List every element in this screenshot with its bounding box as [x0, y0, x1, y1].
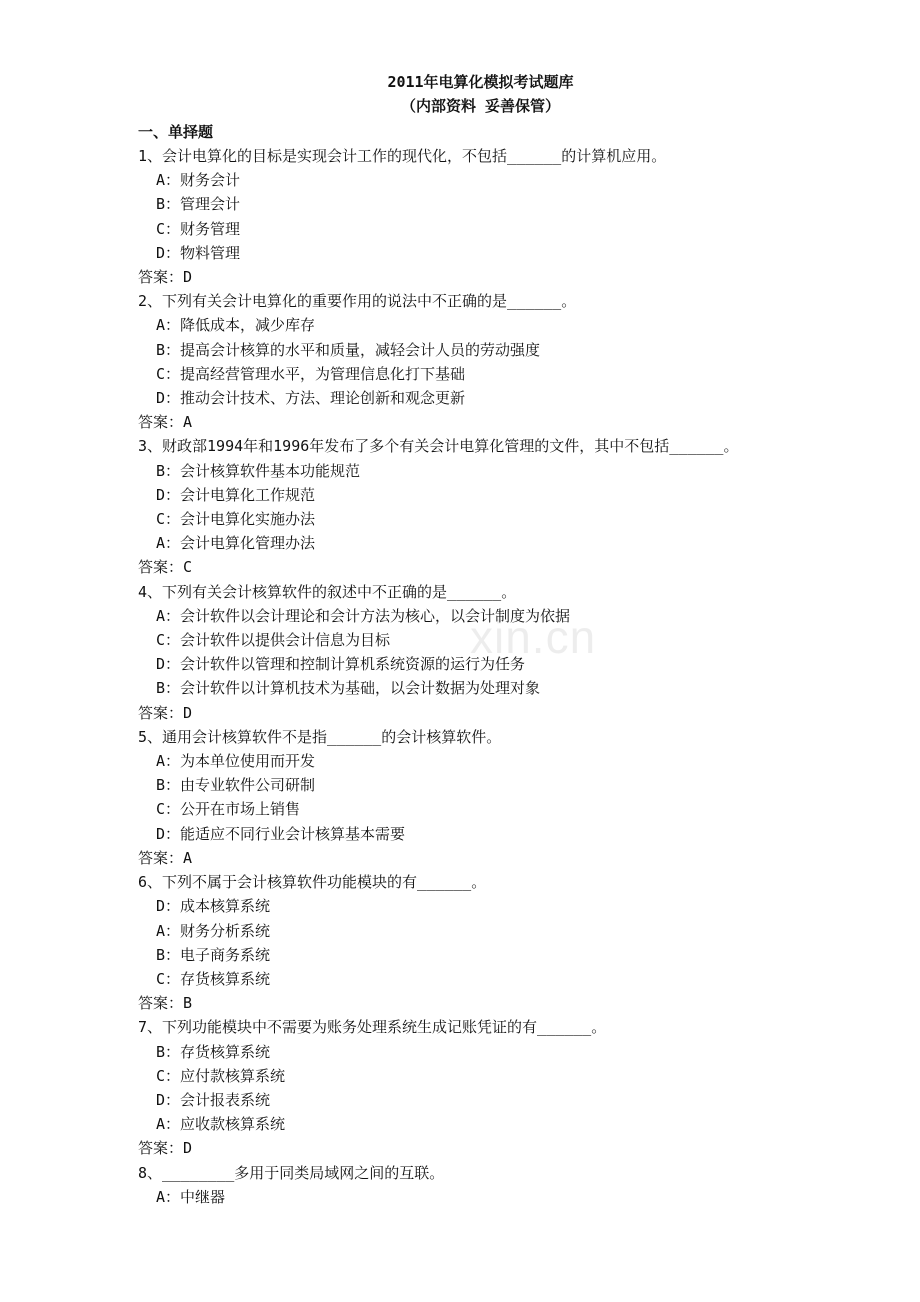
answer-key: 答案：A [138, 413, 193, 432]
answer-option: D：会计软件以管理和控制计算机系统资源的运行为任务 [156, 655, 526, 674]
question-block [138, 144, 778, 289]
answer-option: C：应付款核算系统 [156, 1066, 286, 1085]
answer-option: D：会计电算化工作规范 [156, 485, 316, 504]
answer-option: A：会计软件以会计理论和会计方法为核心，以会计制度为依据 [156, 606, 571, 625]
question-list [138, 144, 778, 1209]
answer-option: D：能适应不同行业会计核算基本需要 [156, 824, 406, 843]
watermark: xin.cn [470, 611, 597, 663]
question-block [138, 870, 778, 1015]
answer-option: B：由专业软件公司研制 [156, 776, 316, 795]
question-block [138, 1015, 778, 1160]
answer-key: 答案：A [138, 848, 193, 867]
answer-key: 答案：D [138, 268, 193, 287]
answer-option: A：应收款核算系统 [156, 1115, 286, 1134]
question-block [138, 434, 778, 579]
answer-key: 答案：D [138, 703, 193, 722]
answer-option: A：降低成本，减少库存 [156, 316, 316, 335]
question-stem: 7、下列功能模块中不需要为账务处理系统生成记账凭证的有______。 [138, 1018, 607, 1037]
answer-option: D：物料管理 [156, 243, 241, 262]
question-stem: 4、下列有关会计核算软件的叙述中不正确的是______。 [138, 582, 517, 601]
answer-option: A：会计电算化管理办法 [156, 534, 316, 553]
question-stem: 1、会计电算化的目标是实现会计工作的现代化，不包括______的计算机应用。 [138, 147, 667, 165]
question-stem: 3、财政部1994年和1996年发布了多个有关会计电算化管理的文件，其中不包括______。 [138, 437, 739, 456]
answer-key: 答案：C [138, 558, 193, 577]
answer-option: A：为本单位使用而开发 [156, 752, 316, 771]
answer-option: C：会计软件以提供会计信息为目标 [156, 631, 391, 650]
answer-option: C：财务管理 [156, 219, 241, 238]
answer-option: A：财务会计 [156, 171, 241, 190]
answer-option: A：中继器 [156, 1187, 226, 1206]
answer-option: B：电子商务系统 [156, 945, 271, 964]
question-stem: 6、下列不属于会计核算软件功能模块的有______。 [138, 873, 487, 892]
answer-option: B：会计核算软件基本功能规范 [156, 461, 361, 480]
answer-option: B：管理会计 [156, 195, 241, 214]
answer-option: C：会计电算化实施办法 [156, 510, 316, 529]
section-heading: 一、单择题 [138, 123, 214, 141]
answer-option: B：会计软件以计算机技术为基础，以会计数据为处理对象 [156, 679, 541, 698]
answer-option: C：存货核算系统 [156, 969, 271, 988]
question-stem: 5、通用会计核算软件不是指______的会计核算软件。 [138, 727, 502, 746]
document-page [138, 70, 778, 1209]
question-block [138, 289, 778, 434]
answer-key: 答案：B [138, 994, 193, 1013]
answer-option: D：成本核算系统 [156, 897, 271, 916]
question-stem: 8、________多用于同类局域网之间的互联。 [138, 1163, 445, 1182]
document-title: 2011年电算化模拟考试题库 [387, 73, 574, 91]
answer-option: B：存货核算系统 [156, 1042, 271, 1061]
answer-key: 答案：D [138, 1139, 193, 1158]
question-block [138, 725, 778, 870]
answer-option: B：提高会计核算的水平和质量，减轻会计人员的劳动强度 [156, 340, 541, 359]
document-subtitle: （内部资料 妥善保管） [400, 97, 561, 115]
question-block [138, 1161, 778, 1209]
answer-option: D：推动会计技术、方法、理论创新和观念更新 [156, 389, 466, 408]
answer-option: D：会计报表系统 [156, 1090, 271, 1109]
answer-option: C：公开在市场上销售 [156, 800, 301, 819]
question-block [138, 580, 778, 725]
answer-option: A：财务分析系统 [156, 921, 271, 940]
answer-option: C：提高经营管理水平，为管理信息化打下基础 [156, 364, 466, 383]
question-stem: 2、下列有关会计电算化的重要作用的说法中不正确的是______。 [138, 292, 577, 311]
